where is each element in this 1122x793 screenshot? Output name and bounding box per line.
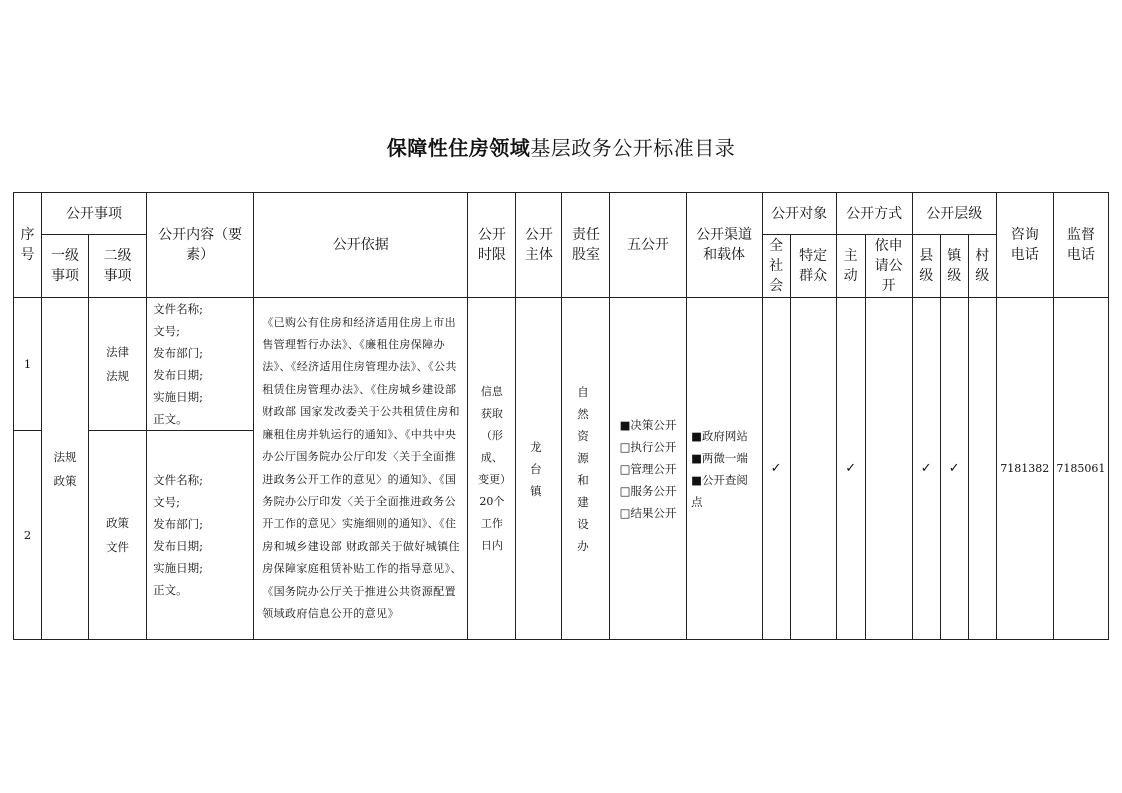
content-list xyxy=(153,298,253,430)
header-content: 公开内容（要素） xyxy=(147,193,254,298)
header-item: 公开事项 xyxy=(42,193,147,235)
content-item: 发布日期; xyxy=(153,539,203,553)
five-item-service: □服务公开 xyxy=(619,483,677,498)
level2-cell: 政策文件 xyxy=(89,431,147,640)
header-office: 责任股室 xyxy=(562,193,610,298)
office-cell: 自然资源和建设办 xyxy=(562,298,610,640)
header-time: 公开时限 xyxy=(468,193,516,298)
header-consult: 咨询电话 xyxy=(996,193,1053,298)
header-target: 公开对象 xyxy=(762,193,836,235)
content-list xyxy=(153,469,253,601)
header-level1: 一级事项 xyxy=(42,235,89,298)
content-item: 发布部门; xyxy=(153,346,203,360)
check-method-active: ✓ xyxy=(836,298,865,640)
header-supervise: 监督电话 xyxy=(1053,193,1108,298)
supervise-phone: 7185061 xyxy=(1053,298,1108,640)
content-item: 文号; xyxy=(153,495,180,509)
check-level-town: ✓ xyxy=(940,298,968,640)
channel-cell xyxy=(686,298,762,640)
header-method-active: 主动 xyxy=(836,235,865,298)
header-channel: 公开渠道和载体 xyxy=(686,193,762,298)
five-cell xyxy=(610,298,686,640)
content-item: 实施日期; xyxy=(153,390,203,404)
subject-cell: 龙台镇 xyxy=(516,298,562,640)
header-five: 五公开 xyxy=(610,193,686,298)
header-level-county: 县级 xyxy=(912,235,940,298)
content-item: 正文。 xyxy=(153,583,188,597)
channel-item-website: ■政府网站 xyxy=(691,428,748,443)
header-level-village: 村级 xyxy=(968,235,996,298)
five-item-execution: □执行公开 xyxy=(619,439,677,454)
channel-item-reading-point: ■公开查阅点 xyxy=(691,472,748,509)
content-item: 实施日期; xyxy=(153,561,203,575)
five-list xyxy=(620,414,677,524)
header-subject: 公开主体 xyxy=(516,193,562,298)
page-title xyxy=(0,132,1122,161)
header-row-1 xyxy=(14,193,1109,235)
check-level-village xyxy=(968,298,996,640)
basis-cell: 《已购公有住房和经济适用住房上市出售管理暂行办法》、《廉租住房保障办法》、《经济适用住房管理办法》、《公共租赁住房管理办法》、《住房城乡建设部 财政部 国家发改委关于公共租赁住房和廉租住房并轨运行的通知》、《中共中央办公厅国务院办公厅印发〈关于全面推进政务公开工作的意见〉的通知》、《国务院办公厅印发〈关于全面推进政务公开工作的意见〉实施细则的通知》、《住房和城乡建设部 财政部关于做好城镇住房保障家庭租赁补贴工作的指导意见》、《国务院办公厅关于推进公共资源配置领域政府信息公开的意见》 xyxy=(254,298,468,640)
five-item-management: □管理公开 xyxy=(619,461,677,476)
content-cell xyxy=(147,431,254,640)
disclosure-table xyxy=(13,192,1109,640)
channel-item-wechat: ■两微一端 xyxy=(691,450,748,465)
check-level-county: ✓ xyxy=(912,298,940,640)
header-level: 公开层级 xyxy=(912,193,996,235)
header-method: 公开方式 xyxy=(836,193,912,235)
level2-cell: 法律法规 xyxy=(89,298,147,431)
title-bold-part: 保障性住房领域 xyxy=(386,136,531,160)
header-target-specific: 特定群众 xyxy=(790,235,836,298)
content-item: 发布日期; xyxy=(153,368,203,382)
five-item-result: □结果公开 xyxy=(619,505,677,520)
content-item: 文件名称; xyxy=(153,473,203,487)
content-item: 文件名称; xyxy=(153,302,203,316)
header-basis: 公开依据 xyxy=(254,193,468,298)
check-target-specific xyxy=(790,298,836,640)
title-rest-part: 基层政务公开标准目录 xyxy=(530,136,736,160)
header-target-all: 全社会 xyxy=(762,235,790,298)
content-item: 正文。 xyxy=(153,412,188,426)
content-item: 文号; xyxy=(153,324,180,338)
row-seq: 2 xyxy=(14,431,42,640)
five-item-decision: ■决策公开 xyxy=(619,417,677,432)
header-level-town: 镇级 xyxy=(940,235,968,298)
channel-list xyxy=(691,425,757,513)
content-cell xyxy=(147,298,254,431)
header-method-apply: 依申请公开 xyxy=(865,235,912,298)
header-seq: 序号 xyxy=(14,193,42,298)
level1-cell: 法规政策 xyxy=(42,298,89,640)
check-target-all: ✓ xyxy=(762,298,790,640)
content-item: 发布部门; xyxy=(153,517,203,531)
time-cell: 信息获取（形成、变更）20个工作日内 xyxy=(468,298,516,640)
check-method-apply xyxy=(865,298,912,640)
table-row xyxy=(14,298,1109,431)
consult-phone: 7181382 xyxy=(996,298,1053,640)
header-level2: 二级事项 xyxy=(89,235,147,298)
row-seq: 1 xyxy=(14,298,42,431)
